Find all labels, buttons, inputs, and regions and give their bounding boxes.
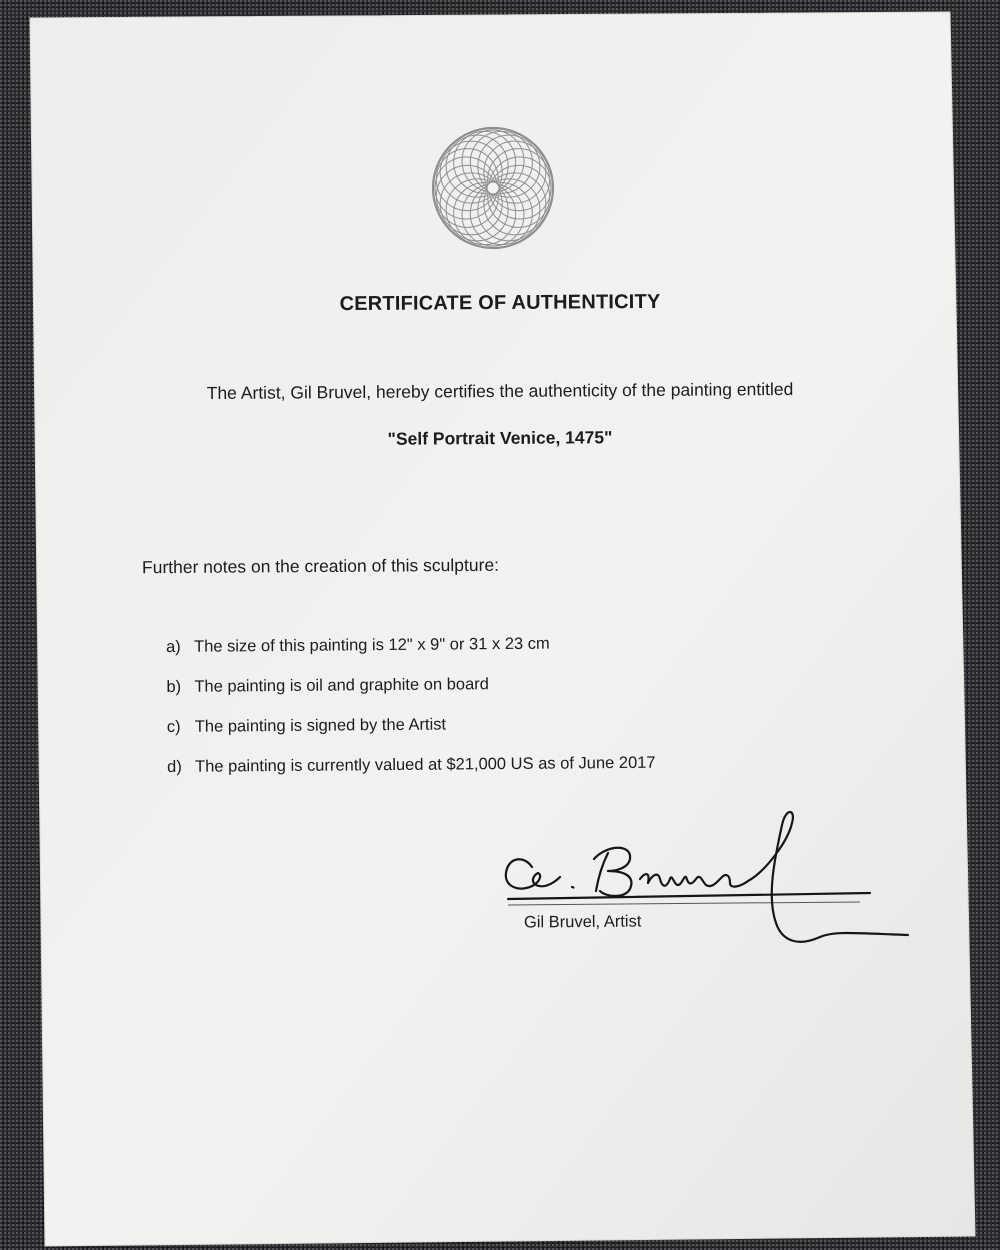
certification-statement: The Artist, Gil Bruvel, hereby certifies the authenticity of the painting entitled: [206, 378, 794, 404]
note-text: The painting is currently valued at $21,000 US as of June 2017: [195, 753, 656, 776]
logo-center: [487, 182, 499, 194]
logo-ring: [488, 149, 550, 211]
notes-heading: Further notes on the creation of this sculpture:: [141, 554, 500, 578]
logo-ring: [436, 149, 498, 211]
notes-list: [166, 634, 656, 798]
list-item: [167, 754, 656, 798]
logo-ring: [470, 131, 532, 193]
certificate-title: CERTIFICATE OF AUTHENTICITY: [339, 290, 661, 316]
logo-ring: [454, 183, 516, 245]
list-marker: c): [166, 717, 181, 736]
logo-ring: [470, 183, 532, 245]
list-marker: a): [166, 637, 181, 656]
artwork-title: "Self Portrait Venice, 1475": [387, 427, 613, 449]
note-text: The size of this painting is 12" x 9" or 31 x 23 cm: [193, 634, 550, 656]
list-item: [167, 714, 656, 758]
list-item: [166, 634, 655, 678]
note-text: The painting is oil and graphite on board: [194, 675, 489, 696]
signature-icon: [490, 805, 920, 965]
logo-ring: [488, 165, 550, 227]
signature-caption: Gil Bruvel, Artist: [523, 912, 642, 932]
logo-ring: [436, 165, 498, 227]
logo-ring: [454, 131, 516, 193]
note-text: The painting is signed by the Artist: [194, 715, 447, 736]
list-marker: d): [167, 757, 182, 776]
list-marker: b): [166, 677, 182, 696]
spirograph-logo-icon: [430, 125, 556, 251]
list-item: [166, 674, 655, 718]
